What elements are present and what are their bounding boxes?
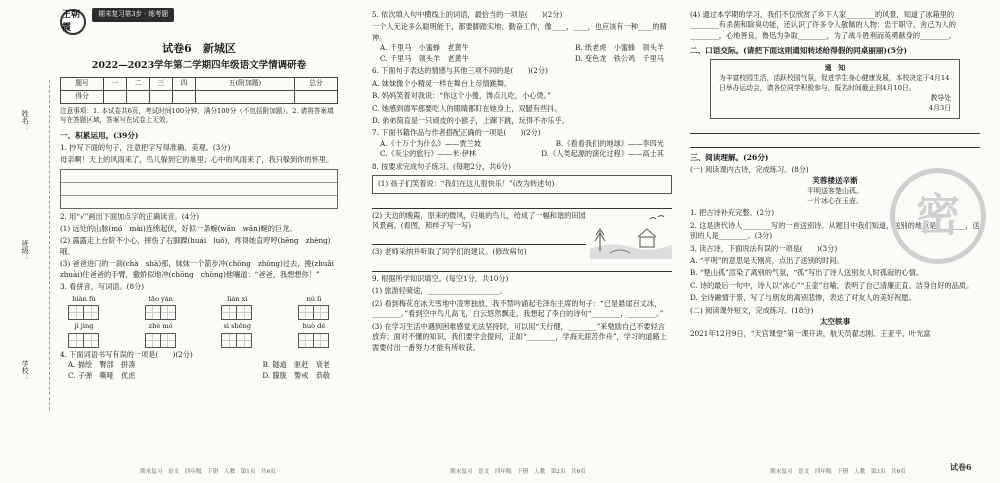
score-header: 二 [127,77,150,90]
score-cell[interactable] [104,90,127,103]
sentence-task-box [372,175,672,193]
score-cell[interactable] [127,90,150,103]
question: 1. 抄写下面的句子，注意把字写得准确、美观。(3分) [60,142,231,152]
tian-boxes[interactable] [290,333,338,348]
notice-box [710,59,960,118]
score-cell[interactable] [294,90,337,103]
pinyin-label: tāo yàn [148,294,173,303]
option-d[interactable]: D.《人类起源的演化过程》——高士其 [541,149,664,159]
step-band: 期末复习第3步 · 练考题 [92,8,174,22]
landscape-sketch-icon [590,211,672,259]
sub-question: (2) 天边的晚霞，原来的微风，归巢的鸟儿，给成了一幅和谐的田园风景画。(看图，照样子写一写) [372,210,586,230]
pinyin-item [213,322,261,348]
options-row [372,43,672,53]
question: 7. 下面书籍作品与作者搭配正确的一项是( )(2分) [372,128,541,138]
score-cell[interactable] [196,90,295,103]
score-cell[interactable] [173,90,196,103]
options-row [60,371,338,381]
tian-boxes[interactable] [213,333,261,348]
option-b[interactable]: B. 隧道 驱赶 衰老 [262,360,330,370]
section-heading: 一、积累运用。(39分) [60,130,139,140]
copy-text: 母亲啊！天上的风雨来了，鸟儿躲到它的巢里；心中的风雨来了，我只躲到你的怀里。 [60,155,334,165]
confidential-stamp-icon: 密 [890,168,986,264]
paper-subtitle: 2022—2023学年第二学期四年级语文学情调研卷 [91,59,307,71]
score-header: 总分 [294,77,337,90]
question: 1. 把古诗补充完整。(2分) [690,208,775,218]
sub-question: (3) 在学习生活中遇到困难感觉无法坚持时，可以用“天行健，________”来勉励自己不要轻言放弃；面对不懂的知识，我们要学会提问，正如“________，学海无涯苦作舟”，学习的道路上需要付出一番努力才能有所收获。 [372,321,667,352]
essay-text: 2021年12月9日，“天宫课堂”第一课开讲，航天员翟志刚、王亚平、叶光富 [690,329,931,339]
tian-boxes[interactable] [137,333,185,348]
publisher-logo: 王朝霞 [60,9,86,35]
score-header: 三 [150,77,173,90]
sub-question: (2) 露露走上台阶不小心，摔伤了右脚踝(huái luǒ)，疼得她直哼哼(hēng zhèng)哦。 [60,236,331,256]
question: 4. 下面词语书写有误的一项是( )(2分) [60,349,193,359]
option-a[interactable]: A.《十万个为什么》——贾兰坡 [380,138,481,148]
pinyin-label: lián xì [227,294,248,303]
answer-line[interactable] [372,197,672,209]
page-footer: 期末复习 语文 四年级 下册 人教 第3页 共6页 [770,469,906,475]
section-heading: 三、阅读理解。(26分) [690,152,769,162]
option-c[interactable]: C. 诗的最后一句中，诗人以“冰心”“玉壶”自喻，表明了自己清廉正直、洁身自好的品质。 [690,280,974,290]
pinyin-label: sì shēng [223,322,252,331]
sub-question: (2) 看到梅花在冰天雪地中凌寒独放，我不禁吟诵起毛泽东主席的句子：“已是悬崖百丈冰，________。”看到空中鸟儿高飞，白云悠然飘走，我想起了李白的诗句“________，________。” [372,298,664,319]
sub-question: (3) 爸爸进门的一刹(chà shà)那，妹妹一个箭步冲(chōng zhòng)过去，挽(zhuǎi zhuài)住爸爸的手臂，撒娇似地冲(chōng chòng)他嚷道：“爸爸，我想想你！” [60,259,342,279]
score-header: 四 [173,77,196,90]
pinyin-label: zhé mó [148,322,173,331]
option-d[interactable]: D. 全诗融情于景，写了与朋友的离别悲惨，表达了对友人的美好祝愿。 [690,293,916,303]
sub-question: (3) 老师采纳并听取了同学们的建议。(修改病句) [372,247,527,257]
poem-line: 平明送客楚山孤。 [807,186,863,195]
pinyin-item [60,295,108,321]
notice-title: 通 知 [824,64,846,73]
answer-line[interactable] [372,260,672,272]
option-d[interactable]: D. 朦胧 警戒 恭敬 [262,370,330,380]
page-footer: 期末复习 语文 四年级 下册 人教 第2页 共6页 [450,469,586,475]
pinyin-label: huò dé [302,322,326,331]
pinyin-item [290,295,338,321]
page-footer: 期末复习 语文 四年级 下册 人教 第1页 共6页 [140,469,276,475]
options-row [60,360,338,370]
score-row-label: 得分 [61,90,104,103]
score-table [60,77,338,104]
score-header: 一 [104,77,127,90]
notice-date: 4月3日 [928,103,951,112]
pinyin-row [60,322,338,348]
answer-line[interactable] [690,136,980,148]
pinyin-label: biàn fù [72,294,96,303]
sub-question: (1) 孩子们笑着说：“我们在这儿很快乐！”(改为转述句) [378,179,555,189]
notice-signature: 教导处 [930,93,951,102]
option-b[interactable]: B. 纸老虎 小蜜蜂 领头羊 [575,43,664,53]
pinyin-item [137,322,185,348]
answer-line[interactable] [690,122,980,134]
class-label: 班级： [21,240,30,261]
answer-line[interactable] [372,233,586,245]
tian-boxes[interactable] [290,305,338,320]
question: 2. 这是唐代诗人________写的一首送别诗。从题目中我们知道，送别的地点是________，送别的人是________。(3分) [690,220,980,241]
options-row [372,54,672,64]
sub-question: (1) 旅游轻骑途，____________________。 [372,286,507,296]
options-row [372,149,672,159]
pinyin-item [137,295,185,321]
writing-lines[interactable] [60,169,338,209]
exam-notes: 注意事项：1. 本试卷共6页，考试时间100分钟，满分100分（不包括附加题）。2. 请将答案填写在答题区域，答案写在试卷上无效。 [60,106,334,125]
sub-section: (一) 阅读课内古诗，完成练习。(8分) [690,164,809,174]
option-b[interactable]: B. 妈妈笑着对我说：“你这个小傻，馋点儿吃，小心烫。” [372,91,551,101]
option-a[interactable]: A. 妹妹像个小精灵一样在舞台上尽情跳舞。 [372,78,512,88]
pinyin-label: nù lì [306,294,322,303]
option-a[interactable]: A. 描绘 臀部 拼凑 [68,360,136,370]
question: 2. 用“√”画出下面加点字的正确读音。(4分) [60,211,200,221]
option-c[interactable]: C. 千里马 领头羊 老黄牛 [380,53,469,63]
options-row [372,139,672,149]
left-column [60,8,342,381]
option-c[interactable]: C.《灰尘的旅行》——米·伊林 [380,149,477,159]
question: 5. 依次填入句中横线上的词语，最恰当的一项是( )(2分) [372,10,563,19]
option-c[interactable]: C. 子弹 嘶哑 优虑 [68,370,136,380]
option-d[interactable]: D. 变色龙 铁公鸡 千里马 [574,53,664,63]
sub-question: (4) 通过本学期的学习，我们不仅欣赏了乡下人家________的风景，知道了冰箱里的________有杀菌和除臭功能，还认识了许多令人敬佩的人物：忠于职守，舍己为人的________，心地善良，鲁迅为争取________，为了战斗胜利而英勇献身的________。 [690,10,956,40]
question-text: 一个人无论多么聪明能干，都要脚踏实地、勤奋工作，像____，____，也应该有一种____的精神。 [372,22,667,42]
pinyin-item [60,322,108,348]
pinyin-label: jì jìng [74,322,94,331]
option-d[interactable]: D. 弟弟简直是一只顽皮的小猴子，上蹿下跳，玩得不亦乐乎。 [372,115,569,125]
school-label: 学校： [21,360,30,381]
option-b[interactable]: B. “楚山孤”渲染了离别的气氛，“孤”写出了诗人送别友人时孤寂的心情。 [690,268,923,278]
picture-task [372,211,672,246]
score-header: 五(附加题) [196,77,295,90]
sub-section: (二) 阅读课外短文，完成练习。(18分) [690,305,814,315]
score-header: 题号 [61,77,104,90]
question: 8. 按要求完成句子练习。(每题2分，共6分) [372,161,511,171]
option-a[interactable]: A. 千里马 小蜜蜂 老黄牛 [380,43,469,53]
section-heading: 二、口语交际。(请把下面这则通知转述给得假的同桌丽丽)(5分) [690,46,908,56]
essay-title: 太空轶事 [819,317,851,327]
poem-line: 一片冰心在玉壶。 [807,197,863,206]
option-b[interactable]: B.《看看我们的地球》——李四光 [555,138,664,148]
paper-number-badge: 试卷6 [950,462,972,472]
pinyin-row [60,295,338,321]
question: 3. 看拼音，写词语。(8分) [60,282,145,292]
pinyin-item [290,322,338,348]
notice-body: 为丰富校园生活，活跃校园气氛，促进学生身心健康发展，本校决定于4月14日举办运动会，请各位同学积极参与，报名时间截止到4月10日。 [719,74,950,92]
question: 6. 下面句子表达的情感与其他三项不同的是( )(2分) [372,66,548,76]
name-label: 姓名： [21,110,30,131]
tian-boxes[interactable] [60,305,108,320]
question: 3. 读古诗，下面说法有误的一项是( )(3分) [690,243,838,253]
pinyin-item [213,295,261,321]
option-a[interactable]: A. “平明”的意思是天刚亮，点出了送别的时间。 [690,256,844,265]
score-cell[interactable] [150,90,173,103]
binding-margin [6,80,50,410]
paper-title: 试卷6 新城区 [162,41,236,55]
poem-title: 芙蓉楼送辛渐 [812,175,858,185]
tian-boxes[interactable] [137,305,185,320]
sub-question: (1) 远处的山脉(mó mài)连绵起伏，好似一条蜿(wān wǎn)蜒的巨龙。 [60,223,297,233]
option-c[interactable]: C. 她感到德军那要吃人的眼睛都盯在她身上，双腿有些抖。 [372,103,562,113]
middle-column [372,8,672,353]
tian-boxes[interactable] [60,333,108,348]
tian-boxes[interactable] [213,305,261,320]
essay-title-wrap [690,316,980,327]
question: 9. 根据所学知识填空。(每空1分，共10分) [372,273,509,283]
